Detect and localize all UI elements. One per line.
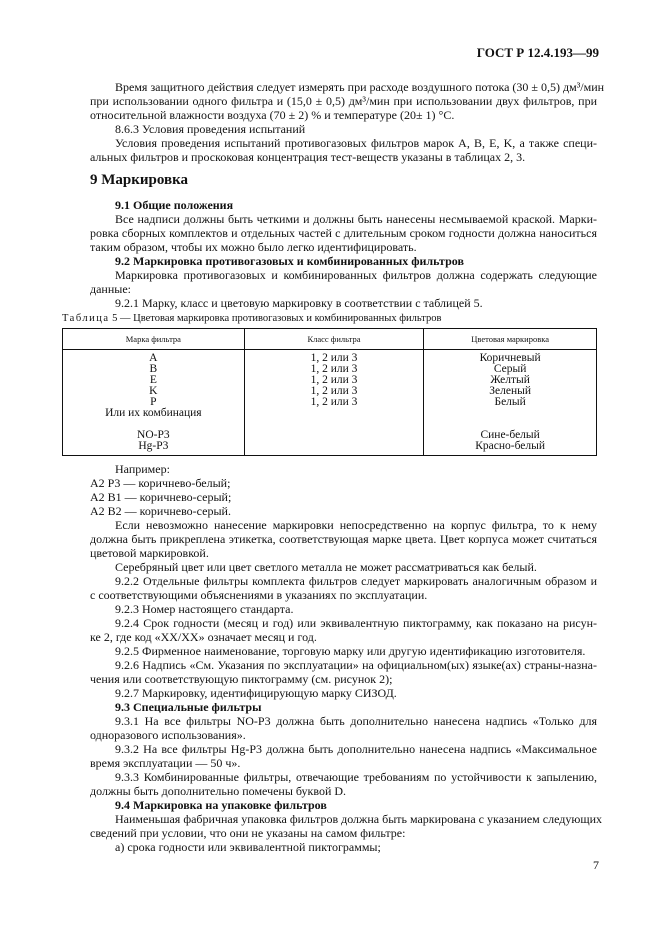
text-line: одноразового использования». bbox=[90, 728, 246, 742]
text-line: ке 2, где код «XX/XX» означает месяц и год. bbox=[90, 630, 317, 644]
text-line: Если невозможно нанесение маркировки непосредственно на корпус фильтра, то к нему bbox=[115, 518, 597, 532]
table-cell: Желтый bbox=[424, 375, 597, 386]
text-line: должна быть прикреплена этикетка, соответствующая марке цвета. Цвет корпуса может считаться bbox=[90, 532, 597, 546]
table-cell: Белый bbox=[424, 397, 597, 408]
table-cell: 1, 2 или 3 bbox=[244, 350, 424, 365]
text-line: 9.2.4 Срок годности (месяц и год) или эквивалентную пиктограмму, как показано на рисун- bbox=[115, 616, 597, 630]
table-caption-lead: Таблица bbox=[62, 313, 110, 324]
table-cell: P bbox=[63, 397, 245, 408]
text-line: Например: bbox=[115, 462, 170, 476]
table-cell: 1, 2 или 3 bbox=[244, 397, 424, 408]
table-cell: Сине-белый bbox=[424, 430, 597, 441]
table-row bbox=[63, 441, 597, 456]
table-cell: Серый bbox=[424, 364, 597, 375]
text-line: с соответствующими объяснениями в указаниях по эксплуатации. bbox=[90, 588, 428, 602]
document-header: ГОСТ Р 12.4.193—99 bbox=[476, 45, 599, 60]
text-line: 9.3.2 На все фильтры Hg-P3 должна быть дополнительно нанесена надпись «Максимальное bbox=[115, 742, 597, 756]
text-line: цветовой маркировкой. bbox=[90, 546, 209, 560]
table-cell: E bbox=[63, 375, 245, 386]
table-cell bbox=[424, 408, 597, 420]
text-line: 9.3.1 На все фильтры NO-P3 должна быть дополнительно нанесена надпись «Только для bbox=[115, 714, 597, 728]
table-cell: Зеленый bbox=[424, 386, 597, 397]
table-cell: 1, 2 или 3 bbox=[244, 364, 424, 375]
clause-title: 8.6.3 Условия проведения испытаний bbox=[115, 122, 306, 136]
text-line: при использовании одного фильтра и (15,0 ± 0,5) дм³/мин при использовании двух фильтров, при bbox=[90, 94, 597, 108]
subsection-title: 9.2 Маркировка противогазовых и комбинированных фильтров bbox=[115, 254, 464, 268]
text-line: 9.2.7 Маркировку, идентифицирующую марку СИЗОД. bbox=[115, 686, 397, 700]
table-caption bbox=[62, 313, 441, 324]
text-line: 9.3.3 Комбинированные фильтры, отвечающие требованиям по устойчивости к запылению, bbox=[115, 770, 597, 784]
table-cell: K bbox=[63, 386, 245, 397]
text-line: сведений при условии, что они не указаны на самом фильтре: bbox=[90, 826, 406, 840]
table-header-cell: Цветовая маркировка bbox=[424, 329, 597, 350]
subsection-title: 9.4 Маркировка на упаковке фильтров bbox=[115, 798, 327, 812]
table-cell: NO-P3 bbox=[63, 430, 245, 441]
table-cell: Или их комбинация bbox=[63, 408, 245, 420]
text-line: 9.2.3 Номер настоящего стандарта. bbox=[115, 602, 294, 616]
text-line: 9.2.1 Марку, класс и цветовую маркировку в соответствии с таблицей 5. bbox=[115, 296, 483, 310]
table-cell: B bbox=[63, 364, 245, 375]
text-line: данные: bbox=[90, 282, 131, 296]
text-line: Время защитного действия следует измерять при расходе воздушного потока (30 ± 0,5) дм³/мин bbox=[115, 80, 605, 94]
table-cell: A bbox=[63, 350, 245, 365]
table-header-cell: Класс фильтра bbox=[244, 329, 424, 350]
text-line: 9.2.2 Отдельные фильтры комплекта фильтров следует маркировать аналогичным образом и bbox=[115, 574, 597, 588]
page-number: 7 bbox=[593, 858, 599, 872]
table-cell bbox=[244, 430, 424, 441]
table-cell: Красно-белый bbox=[424, 441, 597, 456]
table-header-cell: Марка фильтра bbox=[63, 329, 245, 350]
text-line: Серебряный цвет или цвет светлого металла не может рассматриваться как белый. bbox=[115, 560, 537, 574]
table-cell bbox=[244, 441, 424, 456]
text-line: альных фильтров и проскоковая концентрация тест-веществ указаны в таблицах 2, 3. bbox=[90, 150, 526, 164]
text-line: относительной влажности воздуха (70 ± 2) % и температуре (20± 1) °С. bbox=[90, 108, 455, 122]
text-line: 9.2.5 Фирменное наименование, торговую марку или другую идентификацию изготовителя. bbox=[115, 644, 586, 658]
table-cell: Hg-P3 bbox=[63, 441, 245, 456]
subsection-title: 9.3 Специальные фильтры bbox=[115, 700, 262, 714]
text-line: Наименьшая фабричная упаковка фильтров должна быть маркирована с указанием следующих bbox=[115, 812, 602, 826]
text-line: Условия проведения испытаний противогазовых фильтров марок А, В, Е, K, а также специ- bbox=[115, 136, 597, 150]
text-line: время эксплуатации — 50 ч». bbox=[90, 756, 241, 770]
table-cell bbox=[244, 420, 424, 430]
text-line: А2 В2 — коричнево-серый. bbox=[90, 504, 231, 518]
text-line: чения или соответствующую пиктограмму (см. рисунок 2); bbox=[90, 672, 393, 686]
table-cell: 1, 2 или 3 bbox=[244, 386, 424, 397]
table-header-row bbox=[63, 329, 597, 350]
text-line: а) срока годности или эквивалентной пиктограммы; bbox=[115, 840, 381, 854]
text-line: 9.2.6 Надпись «См. Указания по эксплуатации» на официальном(ых) языке(ах) страны-назна- bbox=[115, 658, 597, 672]
table-cell: 1, 2 или 3 bbox=[244, 375, 424, 386]
text-line: А2 В1 — коричнево-серый; bbox=[90, 490, 232, 504]
color-marking-table bbox=[62, 328, 597, 456]
table-row bbox=[63, 350, 597, 365]
section-title: 9 Маркировка bbox=[90, 172, 189, 188]
table-row bbox=[63, 408, 597, 420]
table-caption-text: 5 — Цветовая маркировка противогазовых и комбинированных фильтров bbox=[109, 313, 442, 324]
text-line: А2 Р3 — коричнево-белый; bbox=[90, 476, 231, 490]
text-line: таким образом, чтобы их можно было легко идентифицировать. bbox=[90, 240, 417, 254]
table-cell: Коричневый bbox=[424, 350, 597, 365]
text-line: ровка сборных комплектов и отдельных частей с длительным сроком годности должна наноситься bbox=[90, 226, 597, 240]
subsection-title: 9.1 Общие положения bbox=[115, 198, 234, 212]
table-cell bbox=[244, 408, 424, 420]
text-line: Все надписи должны быть четкими и должны быть нанесены несмываемой краской. Марки- bbox=[115, 212, 597, 226]
text-line: Маркировка противогазовых и комбинированных фильтров должна содержать следующие bbox=[115, 268, 597, 282]
text-line: должны быть дополнительно помечены буквой D. bbox=[90, 784, 347, 798]
